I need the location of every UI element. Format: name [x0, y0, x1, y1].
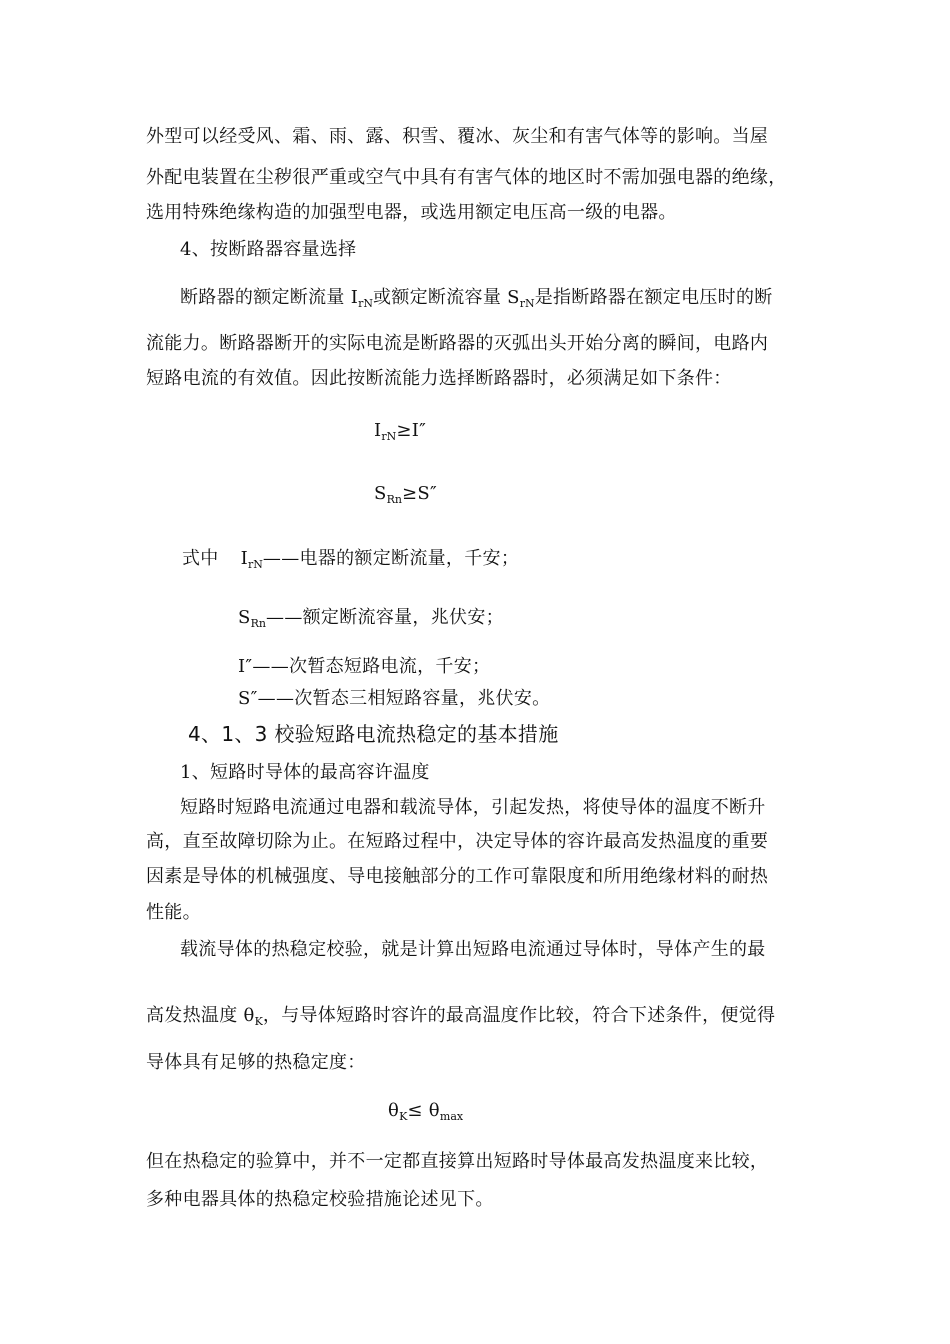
text-line: 外配电装置在尘秽很严重或空气中具有有害气体的地区时不需加强电器的绝缘，: [146, 167, 787, 188]
where-line: S″——次暂态三相短路容量，兆伏安。: [238, 688, 551, 709]
section-title: 4、按断路器容量选择: [180, 239, 357, 260]
text-line: 选用特殊绝缘构造的加强型电器，或选用额定电压高一级的电器。: [146, 202, 677, 223]
text-line: 流能力。断路器断开的实际电流是断路器的灭弧出头开始分离的瞬间，电路内: [146, 333, 769, 354]
formula: $\theta_K\le \theta_{max}$: [388, 1100, 464, 1123]
text-line: 短路电流的有效值。因此按断流能力选择断路器时，必须满足如下条件：: [146, 368, 732, 389]
section-heading: 4、1、3 校验短路电流热稳定的基本措施: [188, 722, 559, 746]
where-label: 式中: [182, 548, 219, 569]
text-line: 多种电器具体的热稳定校验措施论述见下。: [146, 1189, 494, 1210]
text-line: 因素是导体的机械强度、导电接触部分的工作可靠限度和所用绝缘材料的耐热: [146, 866, 769, 887]
formula: $S_{Rn}\ge S''$: [374, 483, 438, 506]
where-line: $S_{Rn}——$额定断流容量，兆伏安；: [238, 607, 504, 630]
where-line: 式中 $I_{rN}——$电器的额定断流量，千安；: [182, 548, 520, 571]
text-line: 断路器的额定断流量 $I_{rN}$或额定断流容量 $S_{rN}$是指断路器在额定电压时的断: [180, 287, 773, 310]
text-line: 外型可以经受风、霜、雨、露、积雪、覆冰、灰尘和有害气体等的影响。当屋: [146, 126, 769, 147]
subsection-title: 1、短路时导体的最高容许温度: [180, 762, 430, 783]
text-line: 载流导体的热稳定校验，就是计算出短路电流通过导体时，导体产生的最: [180, 939, 766, 960]
text-line: 但在热稳定的验算中，并不一定都直接算出短路时导体最高发热温度来比较，: [146, 1151, 769, 1172]
formula: $I_{rN}\ge I''$: [374, 420, 427, 443]
text-line: 导体具有足够的热稳定度：: [146, 1052, 366, 1073]
where-line: I″——次暂态短路电流，千安；: [238, 656, 491, 677]
text-line: 短路时短路电流通过电器和载流导体，引起发热，将使导体的温度不断升: [180, 797, 766, 818]
text-line: 性能。: [146, 902, 201, 923]
text-line: 高，直至故障切除为止。在短路过程中，决定导体的容许最高发热温度的重要: [146, 831, 769, 852]
text-line: 高发热温度 $\theta_K$，与导体短路时容许的最高温度作比较，符合下述条件，便觉得: [146, 1005, 776, 1028]
